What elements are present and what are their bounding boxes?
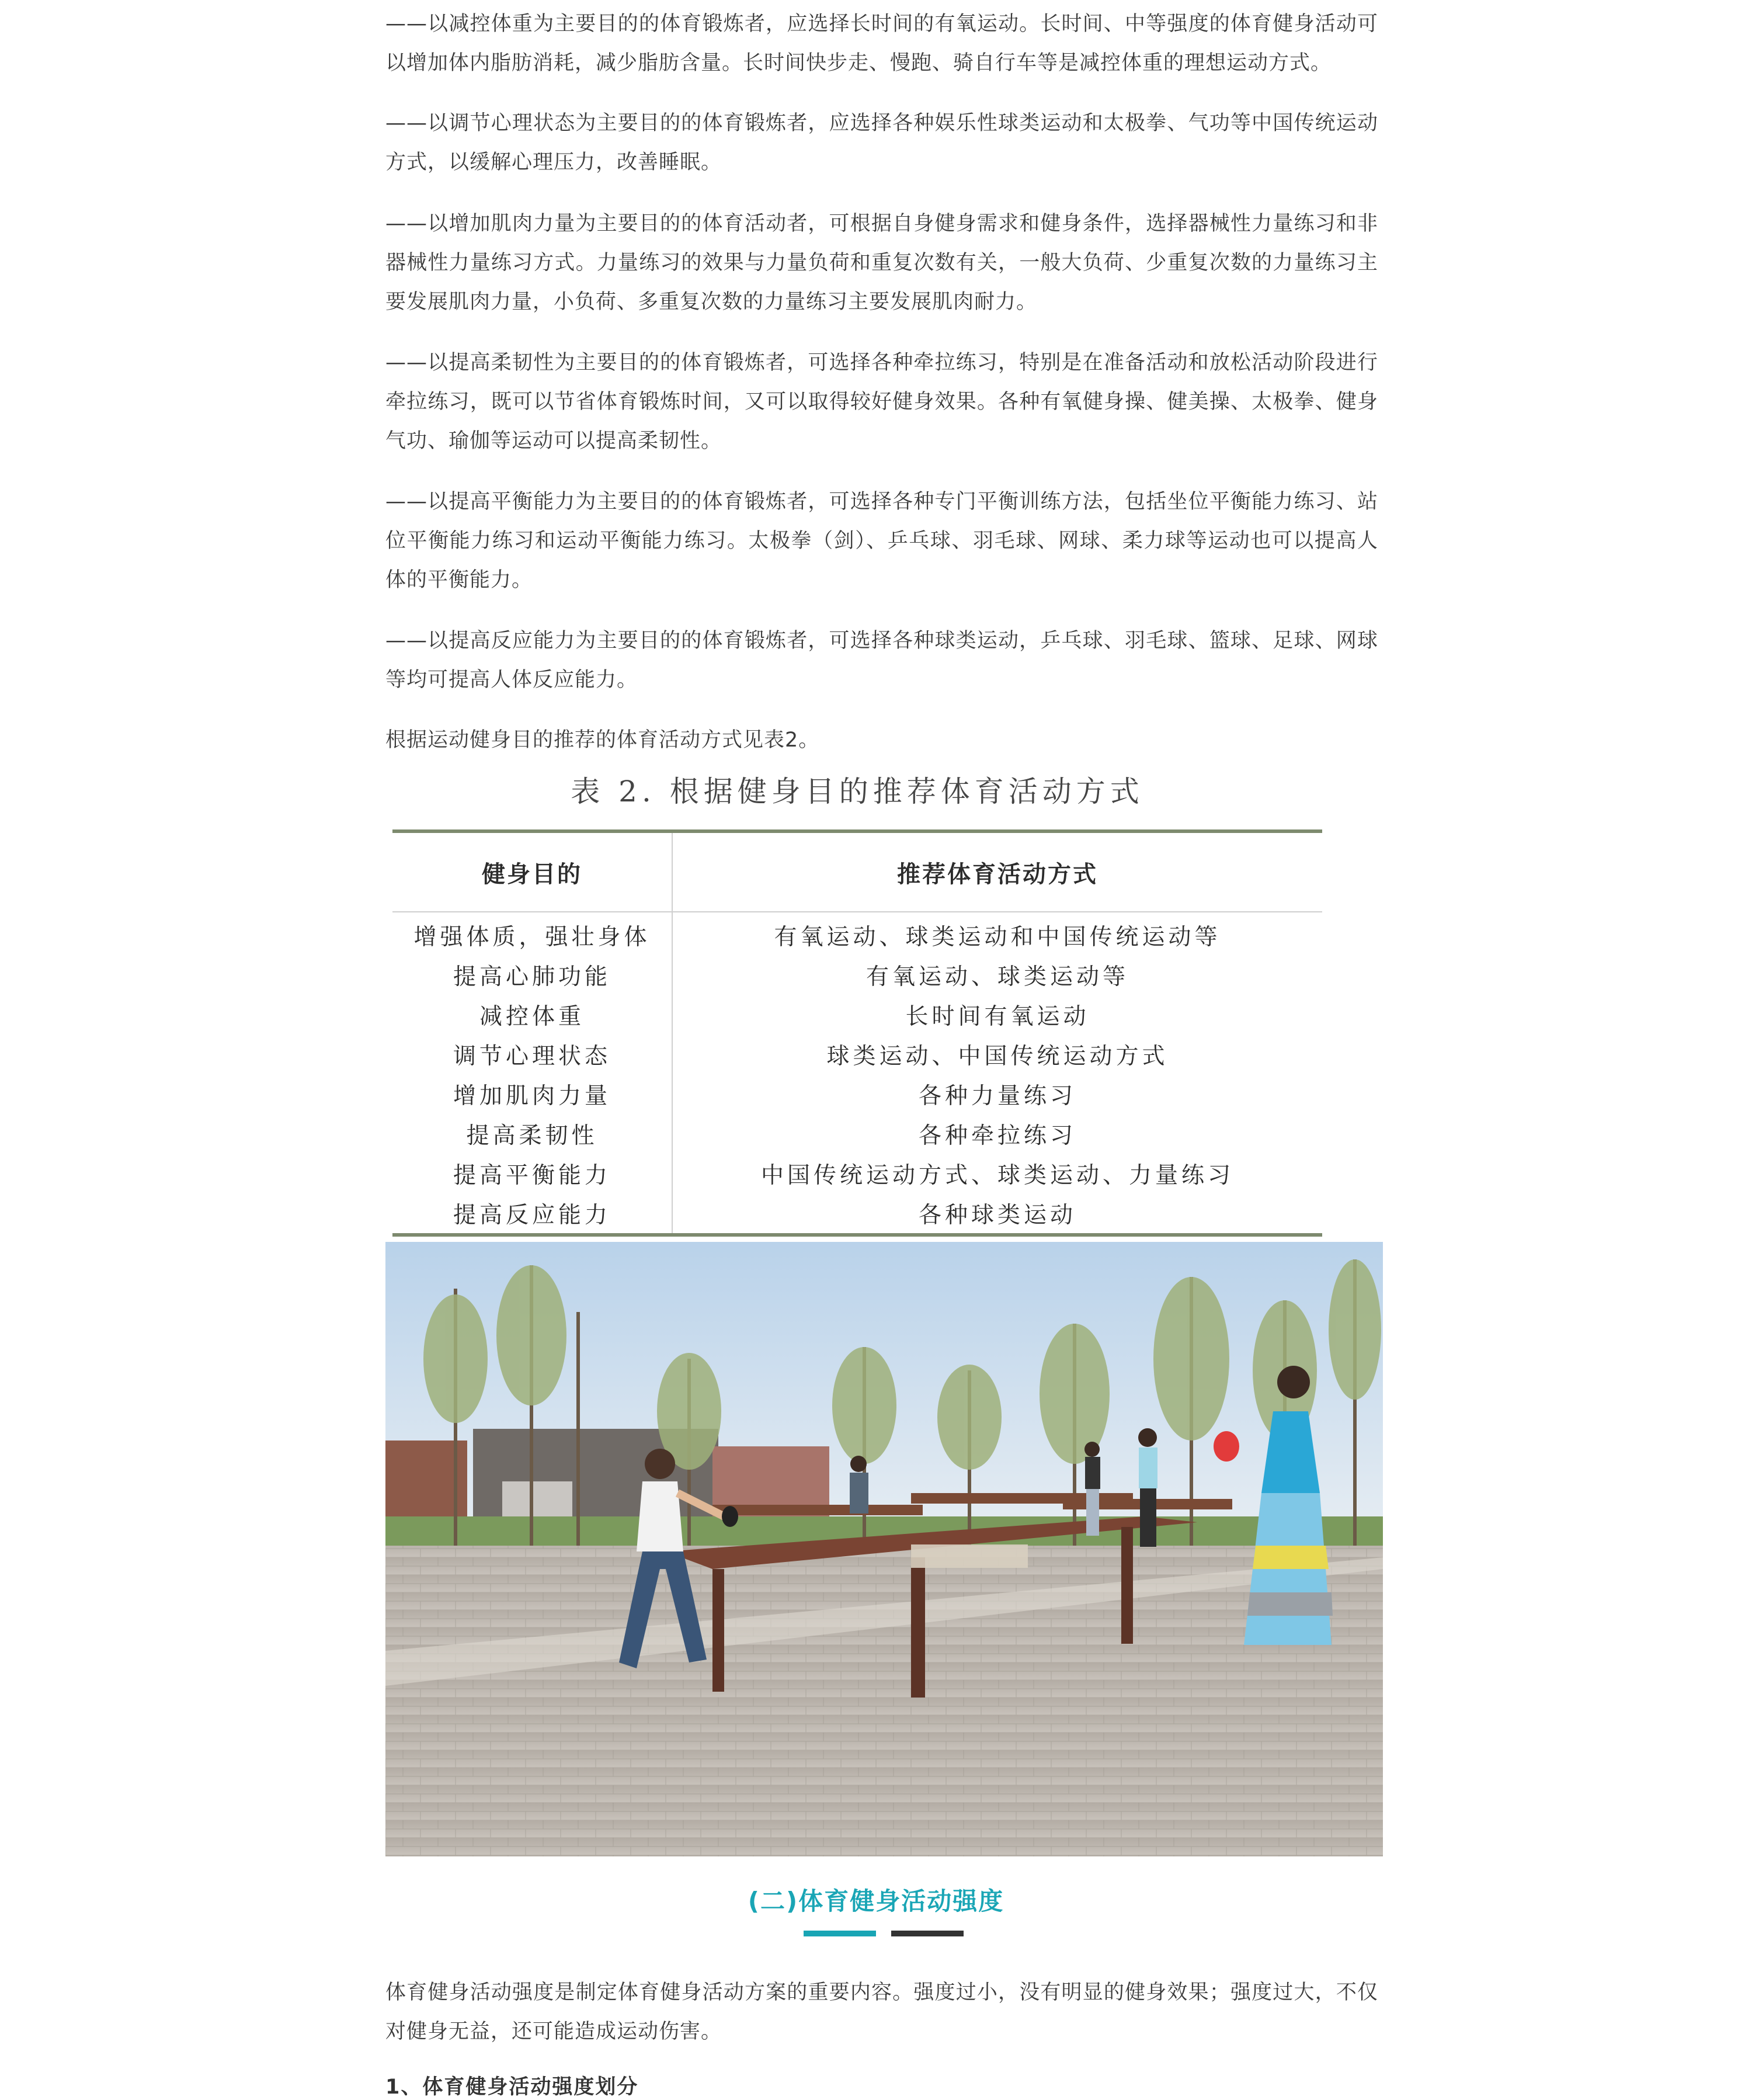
table-header-row [392, 831, 1322, 912]
table-row [392, 955, 1322, 995]
table-row [392, 1035, 1322, 1074]
activity-cell: 有氧运动、球类运动和中国传统运动等 [774, 924, 1221, 950]
goal-cell: 增强体质，强壮身体 [392, 912, 672, 955]
goal-cell: 提高心肺功能 [392, 955, 672, 995]
goal-cell: 提高反应能力 [392, 1193, 672, 1235]
paragraph-weight-control: ——以减控体重为主要目的的体育锻炼者，应选择长时间的有氧运动。长时间、中等强度的体育健身活动可以增加体内脂肪消耗，减少脂肪含量。长时间快步走、慢跑、骑自行车等是减控体重的理想运动方式。 [385, 12, 1378, 75]
table-row [392, 1074, 1322, 1114]
paragraph-mental-state: ——以调节心理状态为主要目的的体育锻炼者，应选择各种娱乐性球类运动和太极拳、气功等中国传统运动方式，以缓解心理压力，改善睡眠。 [385, 112, 1378, 174]
fitness-recommendation-table [392, 829, 1322, 1237]
intensity-intro [385, 1973, 1378, 2052]
fitness-table-figure [392, 765, 1322, 1237]
goal-cell: 增加肌肉力量 [392, 1074, 672, 1114]
paragraph-flexibility: ——以提高柔韧性为主要目的的体育锻炼者，可选择各种牵拉练习，特别是在准备活动和放松活动阶段进行牵拉练习，既可以节省体育锻炼时间，又可以取得较好健身效果。各种有氧健身操、健美操、太极拳、健身气功、瑜伽等运动可以提高柔韧性。 [385, 351, 1378, 453]
goal-cell: 减控体重 [392, 995, 672, 1035]
table-row [392, 912, 1322, 955]
section-heading-intensity: (二)体育健身活动强度 [748, 1887, 1004, 1915]
activity-cell: 各种牵拉练习 [918, 1123, 1076, 1149]
underline-bar-accent [804, 1931, 876, 1936]
goal-cell: 提高柔韧性 [392, 1114, 672, 1154]
table-row [392, 1193, 1322, 1235]
goal-cell: 调节心理状态 [392, 1035, 672, 1074]
paragraph-balance: ——以提高平衡能力为主要目的的体育锻炼者，可选择各种专门平衡训练方法，包括坐位平衡能力练习、站位平衡能力练习和运动平衡能力练习。太极拳（剑）、乒乓球、羽毛球、网球、柔力球等运动也可以提高人体的平衡能力。 [385, 490, 1378, 592]
activity-cell: 各种力量练习 [918, 1083, 1076, 1109]
activity-cell: 有氧运动、球类运动等 [865, 964, 1129, 990]
paragraph-reaction: ——以提高反应能力为主要目的的体育锻炼者，可选择各种球类运动，乒乓球、羽毛球、篮球、足球、网球等均可提高人体反应能力。 [385, 629, 1378, 692]
table-row [392, 995, 1322, 1035]
activity-cell: 长时间有氧运动 [905, 1004, 1090, 1030]
table-tennis-photo [385, 1242, 1383, 1856]
table-row [392, 1154, 1322, 1193]
subheading-intensity-classification: 1、体育健身活动强度划分 [385, 2075, 639, 2099]
activity-cell: 各种球类运动 [918, 1202, 1076, 1228]
heading-underline-decoration [804, 1931, 967, 1936]
goal-cell: 提高平衡能力 [392, 1154, 672, 1193]
paragraph-intensity-intro: 体育健身活动强度是制定体育健身活动方案的重要内容。强度过小，没有明显的健身效果；强度过大，不仅对健身无益，还可能造成运动伤害。 [385, 1981, 1378, 2043]
activity-cell: 中国传统运动方式、球类运动、力量练习 [760, 1162, 1234, 1189]
header-activity: 推荐体育活动方式 [672, 831, 1322, 912]
table-row [392, 1114, 1322, 1154]
paragraph-table-intro: 根据运动健身目的推荐的体育活动方式见表2。 [385, 728, 820, 752]
underline-bar-dark [891, 1931, 964, 1936]
park-table-tennis-illustration [385, 1242, 1383, 1856]
table-caption: 表 2. 根据健身目的推荐体育活动方式 [571, 775, 1144, 808]
activity-cell: 球类运动、中国传统运动方式 [826, 1043, 1169, 1070]
paragraph-muscle-strength: ——以增加肌肉力量为主要目的的体育活动者，可根据自身健身需求和健身条件，选择器械性力量练习和非器械性力量练习方式。力量练习的效果与力量负荷和重复次数有关，一般大负荷、少重复次数的力量练习主要发展肌肉力量，小负荷、多重复次数的力量练习主要发展肌肉耐力。 [385, 212, 1378, 314]
header-goal: 健身目的 [392, 831, 672, 912]
